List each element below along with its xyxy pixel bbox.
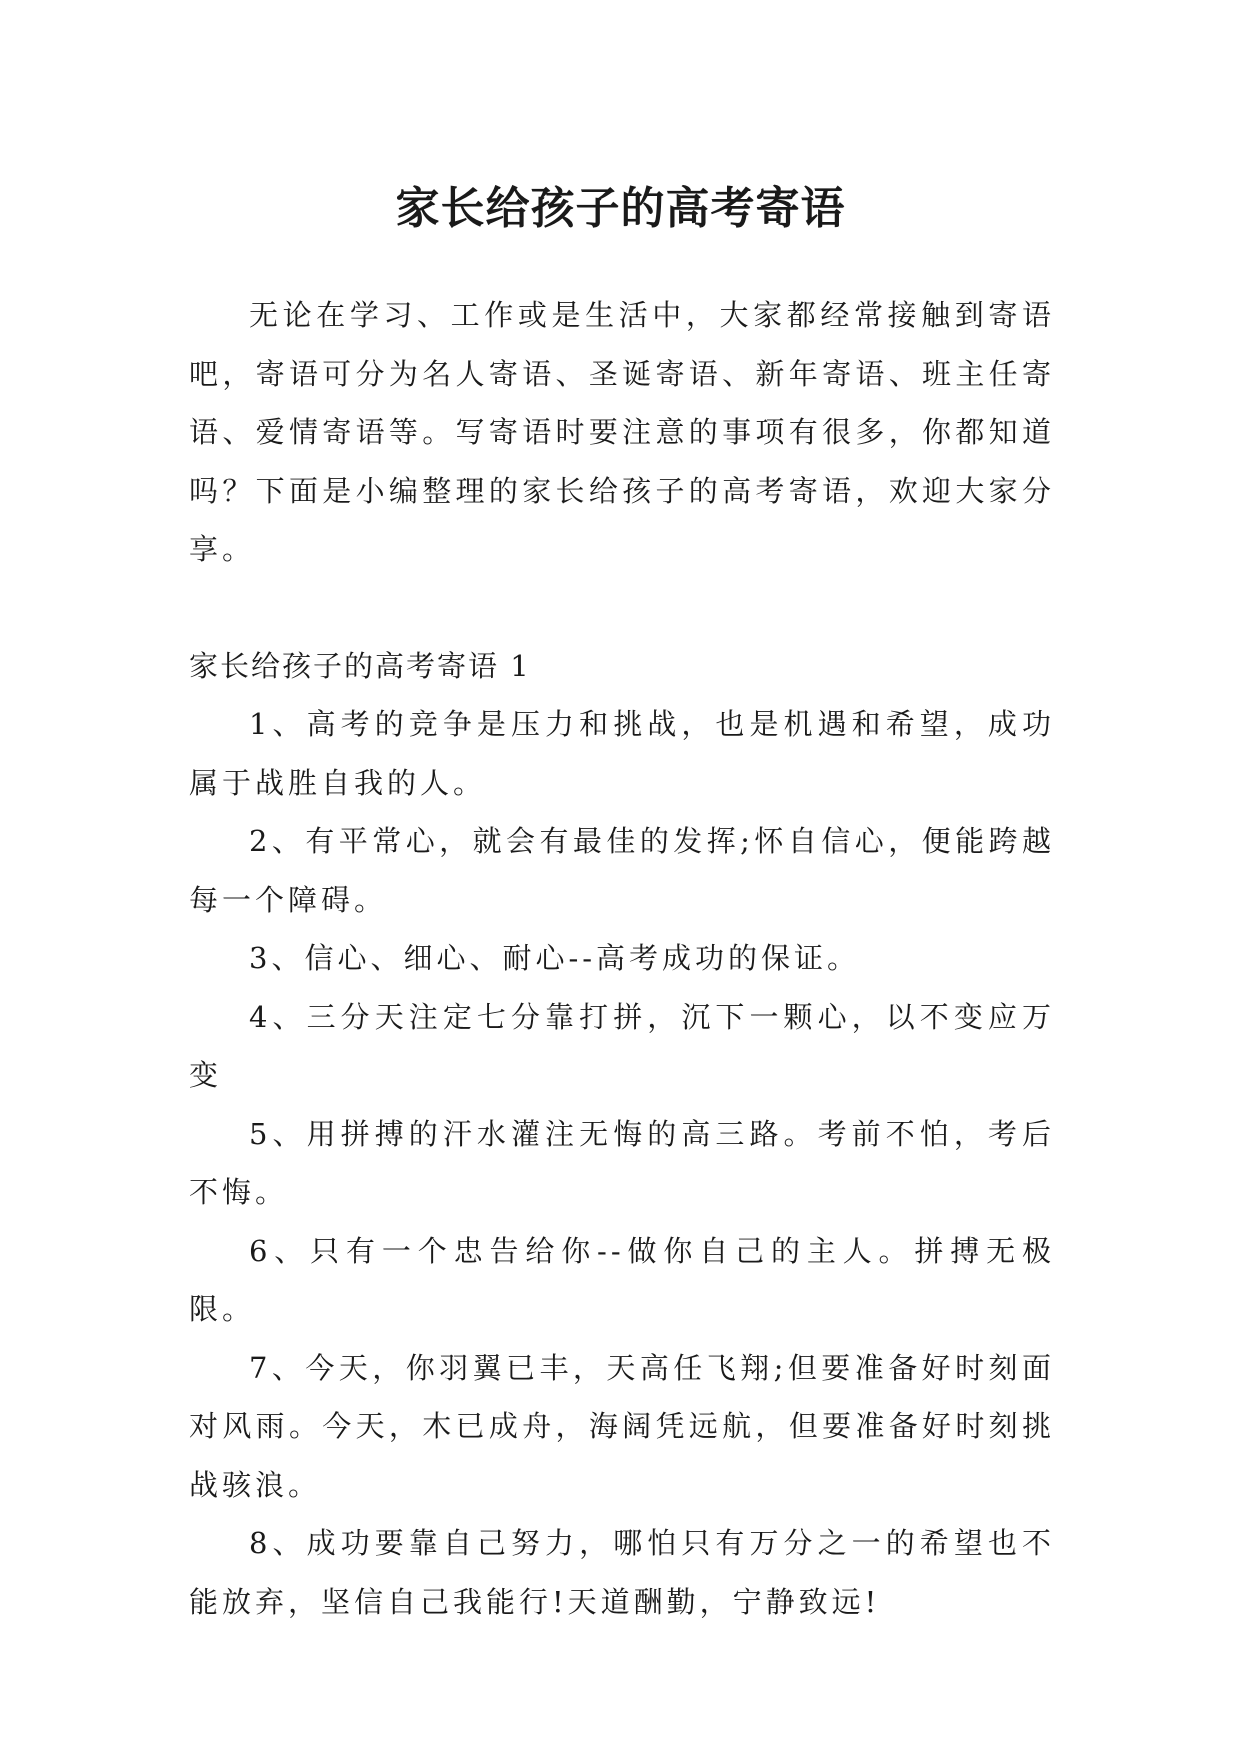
list-item-2: 2、有平常心，就会有最佳的发挥;怀自信心，便能跨越每一个障碍。 — [189, 824, 1055, 917]
list-item-7: 7、今天，你羽翼已丰，天高任飞翔;但要准备好时刻面对风雨。今天，木已成舟，海阔凭远航，但要准备好时刻挑战骇浪。 — [189, 1350, 1055, 1502]
section-heading: 家长给孩子的高考寄语 1 — [189, 648, 531, 683]
intro-paragraph: 无论在学习、工作或是生活中，大家都经常接触到寄语吧，寄语可分为名人寄语、圣诞寄语、新年寄语、班主任寄语、爱情寄语等。写寄语时要注意的事项有很多，你都知道吗？下面是小编整理的家长给孩子的高考寄语，欢迎大家分享。 — [189, 298, 1055, 566]
list-item-3: 3、信心、细心、耐心--高考成功的保证。 — [249, 941, 861, 975]
list-item-6: 6、只有一个忠告给你--做你自己的主人。拼搏无极限。 — [189, 1233, 1055, 1326]
list-item-5: 5、用拼搏的汗水灌注无悔的高三路。考前不怕，考后不悔。 — [189, 1116, 1055, 1209]
list-item-8: 8、成功要靠自己努力，哪怕只有万分之一的希望也不能放弃，坚信自己我能行!天道酬勤，宁静致远! — [189, 1526, 1055, 1619]
document-body — [189, 286, 1055, 1631]
document-title: 家长给孩子的高考寄语 — [395, 183, 846, 235]
list-item-1: 1、高考的竞争是压力和挑战，也是机遇和希望，成功属于战胜自我的人。 — [189, 707, 1055, 800]
list-item-4: 4、三分天注定七分靠打拼，沉下一颗心，以不变应万变 — [189, 999, 1055, 1092]
